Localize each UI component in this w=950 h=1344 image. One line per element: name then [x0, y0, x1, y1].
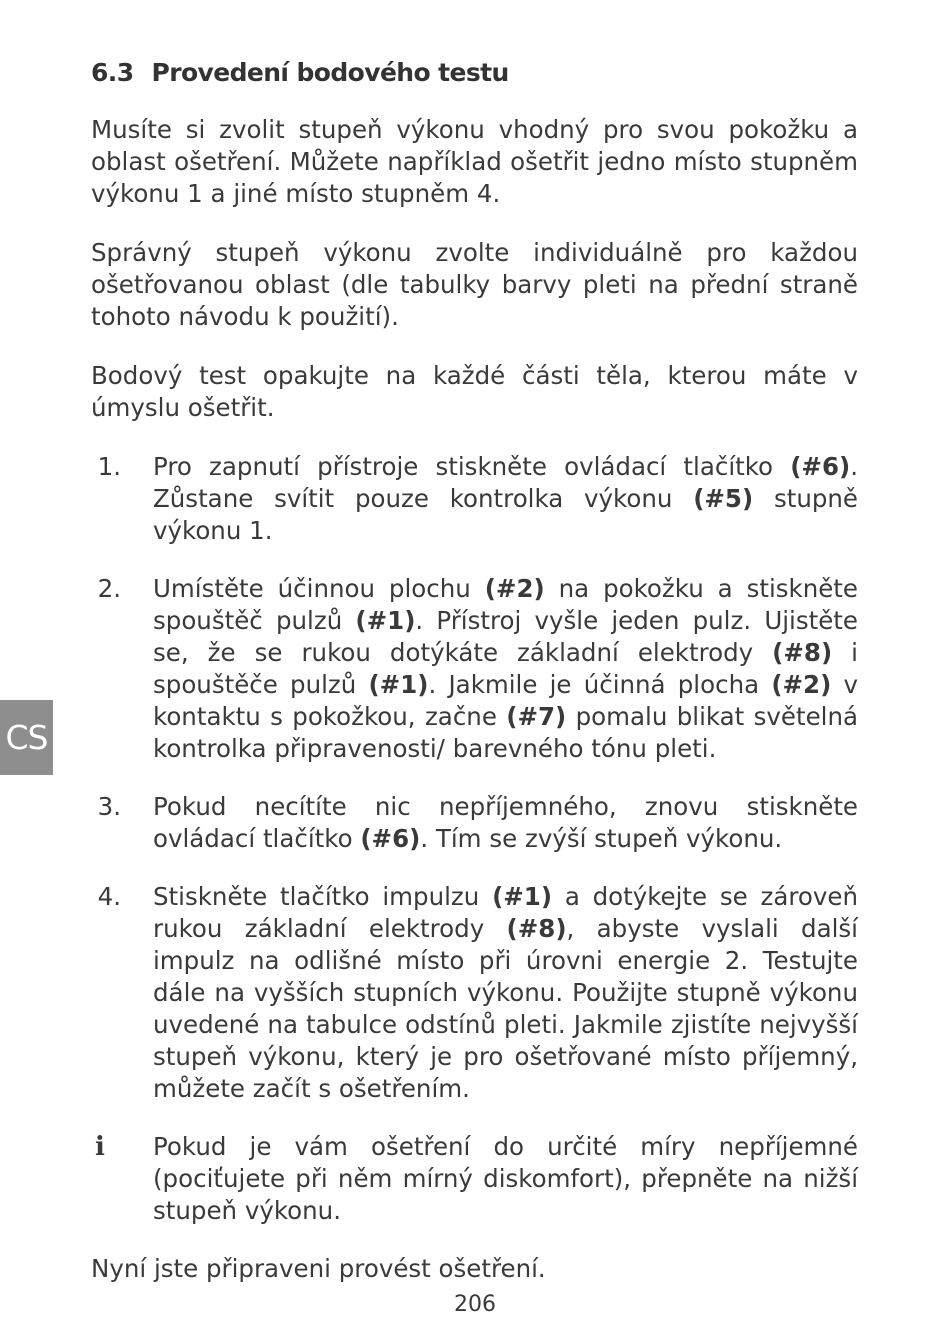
step-text-segment: pomalu blikat světelná kontrolka připravenosti/ barevného tónu pleti.	[153, 702, 858, 763]
step-number: 3.	[97, 792, 121, 821]
language-tab: CS	[0, 700, 53, 775]
part-reference: (#8)	[772, 638, 833, 667]
part-reference: (#1)	[492, 882, 553, 911]
step-item	[91, 573, 858, 765]
section-title: Provedení bodového testu	[151, 58, 509, 87]
step-text	[153, 574, 858, 763]
part-reference: (#6)	[360, 824, 421, 853]
step-text-segment: . Přístroj vyšle jeden pulz. Ujistěte se, že se rukou dotýkáte základní elektrody	[153, 606, 858, 667]
page-number: 206	[454, 1292, 496, 1317]
step-text-segment: v kontaktu s pokožkou, začne	[153, 670, 858, 731]
step-text-segment: . Zůstane svítit pouze kontrolka výkonu	[153, 452, 858, 513]
info-note	[91, 1131, 858, 1227]
step-text-segment: , abyste vyslali další impulz na odlišné místo při úrovni energie 2. Testujte dále na vyšších stupních výkonu. Použijte stupně výkonu uvedené na tabulce odstínů pleti. Jakmile zjistíte nejvyšší stupeň výkonu, který je pro ošetřované místo příjemný, můžete začít s ošetřením.	[153, 914, 858, 1103]
step-item	[91, 451, 858, 547]
part-reference: (#7)	[506, 702, 567, 731]
step-item	[91, 881, 858, 1105]
step-number: 2.	[97, 574, 121, 603]
step-text-segment: i spouštěče pulzů	[153, 638, 858, 699]
power-level-paragraph: Správný stupeň výkonu zvolte individuálně pro každou ošetřovanou oblast (dle tabulky barvy pleti na přední straně tohoto návodu k použití).	[91, 238, 858, 331]
step-number: 1.	[97, 452, 121, 481]
step-text-segment: Pokud necítíte nic nepříjemného, znovu stiskněte ovládací tlačítko	[153, 792, 858, 853]
step-number: 4.	[97, 882, 121, 911]
intro-paragraph: Musíte si zvolit stupeň výkonu vhodný pro svou pokožku a oblast ošetření. Můžete například ošetřit jedno místo stupněm výkonu 1 a jiné místo stupněm 4.	[91, 115, 858, 208]
section-heading	[91, 58, 509, 87]
part-reference: (#2)	[771, 670, 832, 699]
part-reference: (#5)	[693, 484, 754, 513]
step-text-segment: Umístěte účinnou plochu	[153, 574, 485, 603]
closing-paragraph: Nyní jste připraveni provést ošetření.	[91, 1254, 546, 1283]
step-item	[91, 791, 858, 855]
step-text-segment: stupně výkonu 1.	[153, 484, 859, 545]
part-reference: (#6)	[790, 452, 851, 481]
repeat-test-paragraph: Bodový test opakujte na každé části těla, kterou máte v úmyslu ošetřit.	[91, 361, 858, 422]
step-text-segment: . Tím se zvýší stupeň výkonu.	[420, 824, 783, 853]
info-icon: i	[95, 1132, 105, 1162]
steps-list	[91, 451, 858, 1105]
step-text-segment: . Jakmile je účinná plocha	[428, 670, 772, 699]
step-text	[153, 882, 858, 1103]
info-note-text: Pokud je vám ošetření do určité míry nepříjemné (pociťujete při něm mírný diskomfort), přepněte na nižší stupeň výkonu.	[153, 1132, 858, 1225]
step-text-segment: Pro zapnutí přístroje stiskněte ovládací tlačítko	[153, 452, 791, 481]
step-text	[153, 792, 858, 853]
page-content	[91, 114, 858, 1285]
part-reference: (#8)	[506, 914, 567, 943]
step-text-segment: a dotýkejte se zároveň rukou základní elektrody	[153, 882, 858, 943]
part-reference: (#1)	[368, 670, 429, 699]
step-text	[153, 452, 858, 545]
step-text-segment: Stiskněte tlačítko impulzu	[153, 882, 493, 911]
part-reference: (#2)	[484, 574, 545, 603]
part-reference: (#1)	[355, 606, 416, 635]
section-number: 6.3	[91, 58, 134, 87]
step-text-segment: na pokožku a stiskněte spouštěč pulzů	[153, 574, 858, 635]
